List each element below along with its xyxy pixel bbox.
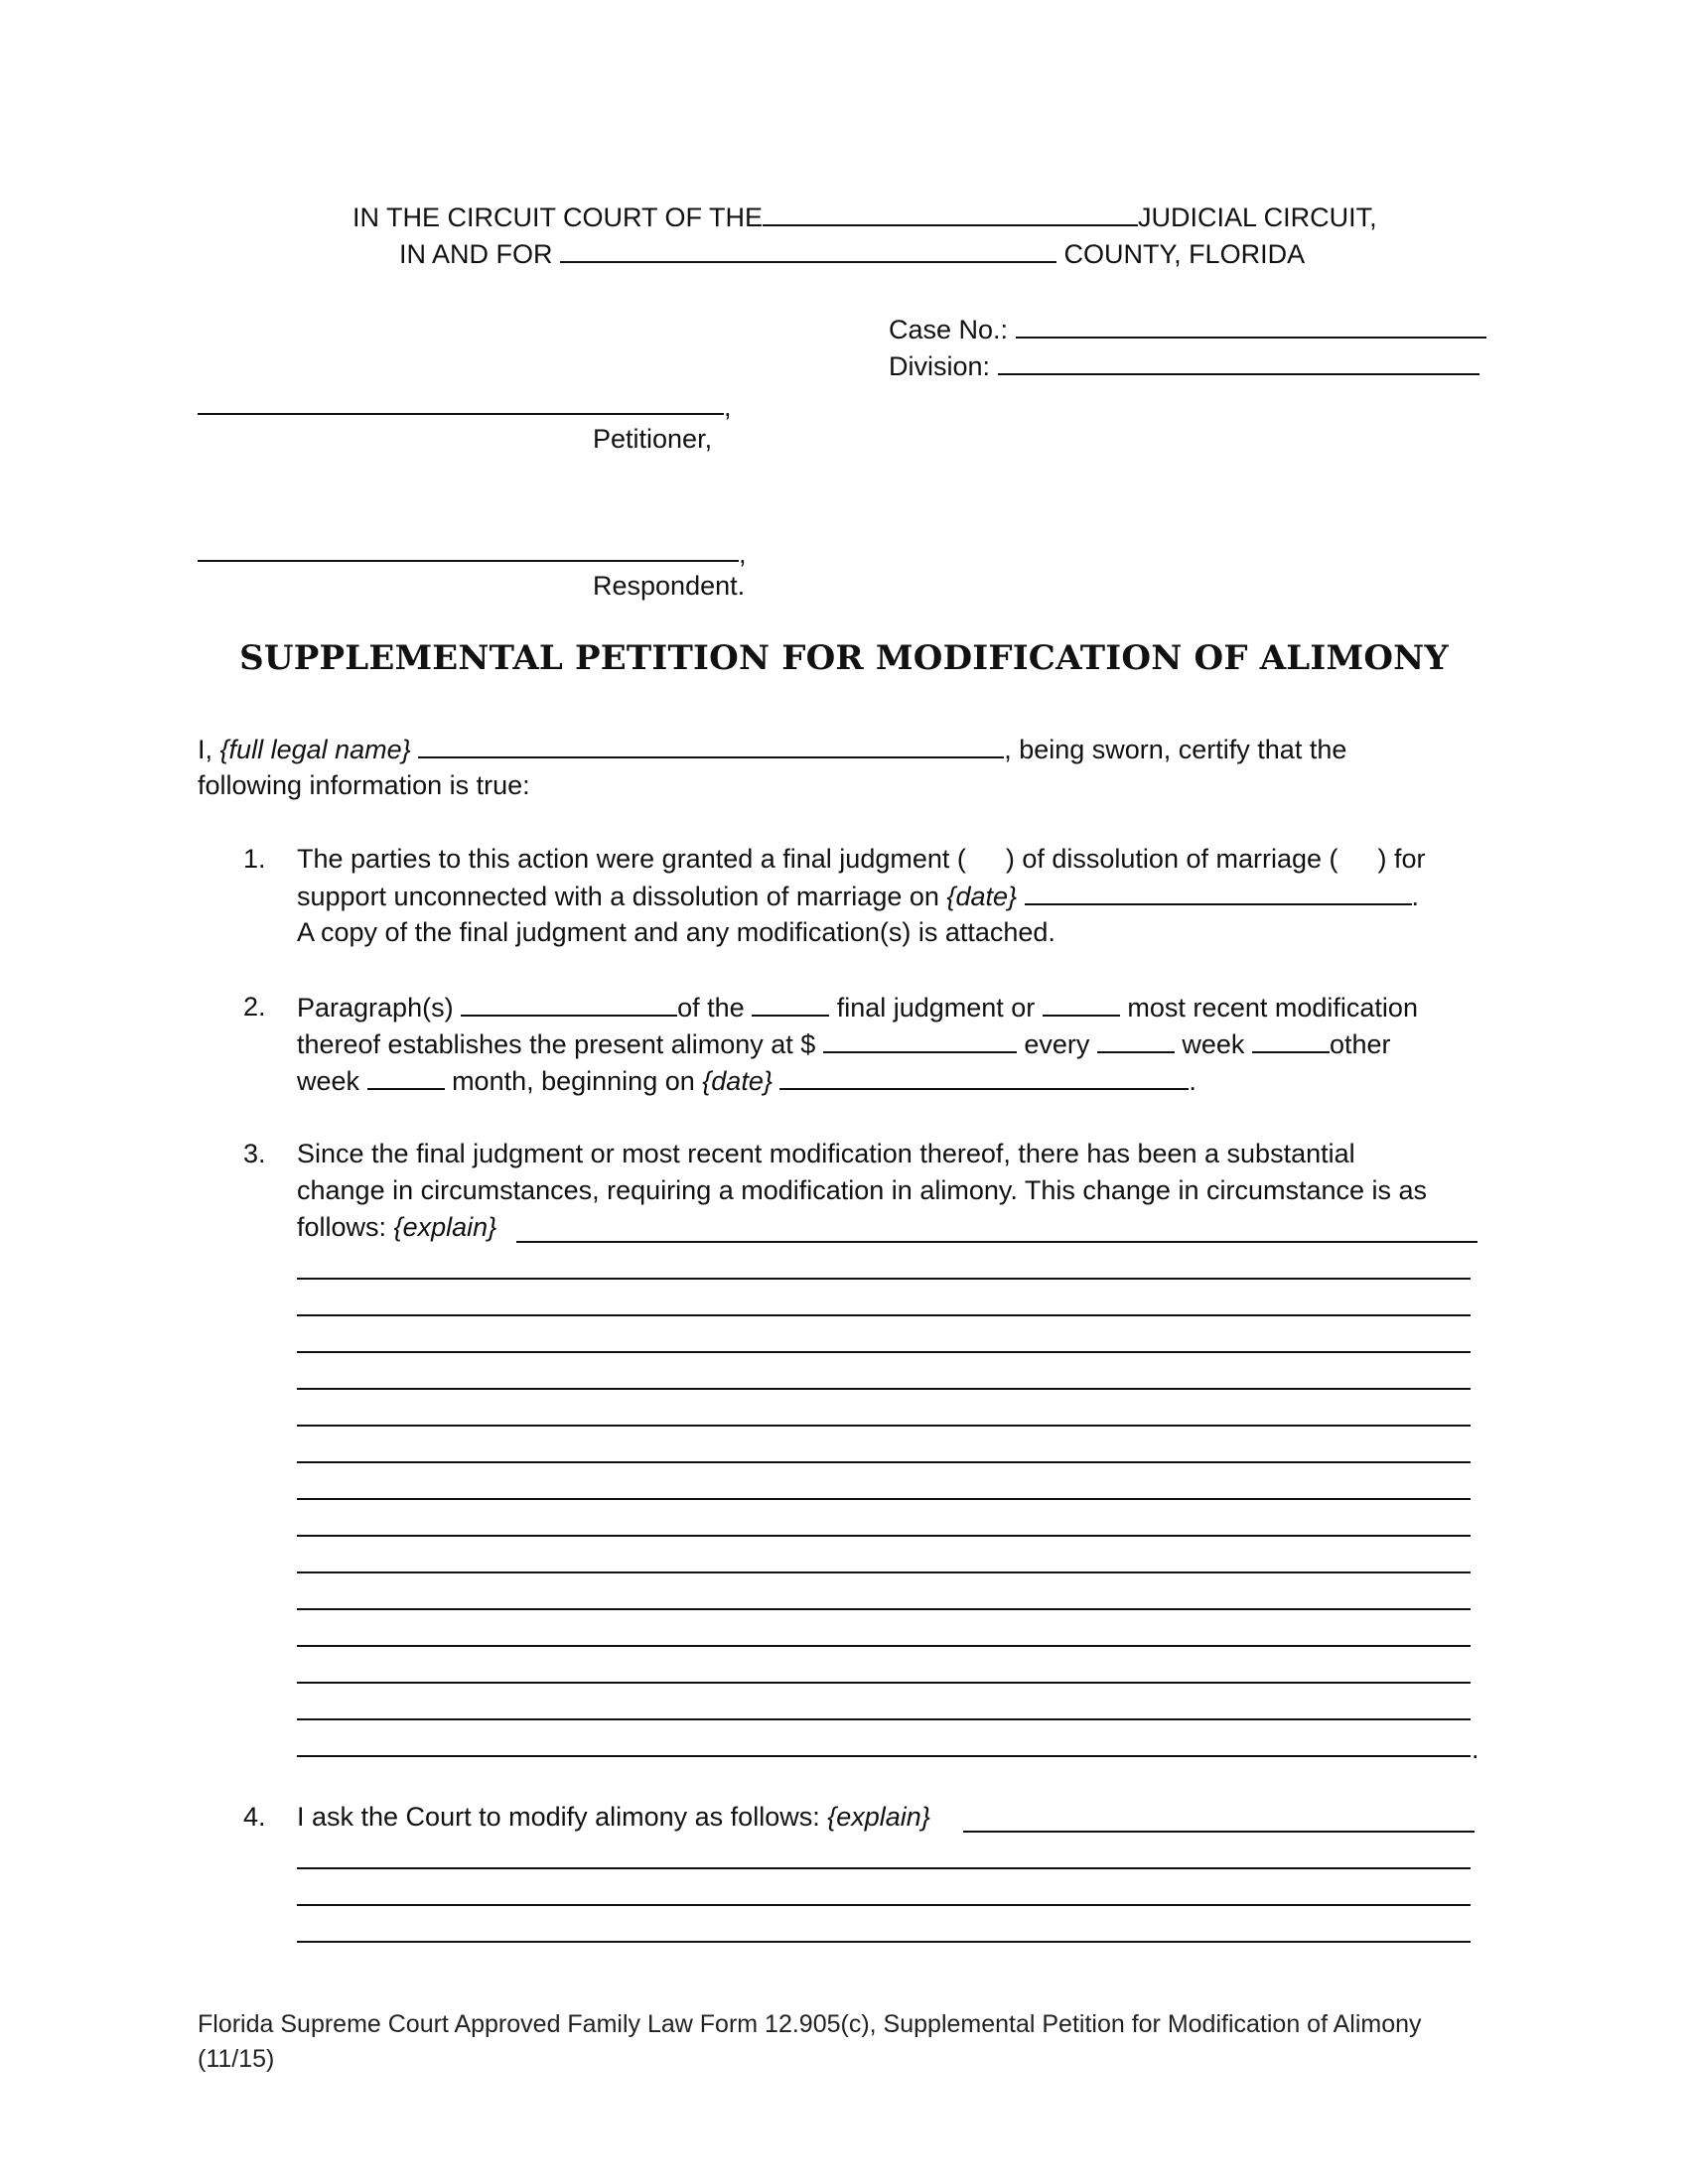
paragraphs-label: Paragraph(s)	[297, 993, 454, 1023]
change-explanation-line[interactable]	[516, 1241, 1477, 1243]
change-explanation-line[interactable]	[297, 1571, 1471, 1573]
change-explanation-line[interactable]	[297, 1388, 1471, 1390]
item-3-line-3	[297, 1209, 496, 1246]
change-explanation-line[interactable]	[297, 1755, 1471, 1757]
item-3-number: 3.	[243, 1139, 266, 1168]
circuit-field[interactable]	[763, 199, 1138, 226]
item-1-line-1	[297, 841, 1426, 878]
change-explanation-line[interactable]	[297, 1718, 1471, 1720]
most-recent-modification-text: most recent modification	[1127, 993, 1418, 1023]
item-4-text: I ask the Court to modify alimony as follows:	[297, 1802, 820, 1832]
final-judgment-dissolution-checkbox[interactable]	[966, 842, 1006, 868]
division-row	[889, 347, 1479, 385]
of-the-text: of the	[677, 993, 745, 1023]
intro-suffix: , being sworn, certify that the	[1004, 735, 1347, 764]
change-explanation-line[interactable]	[297, 1278, 1471, 1280]
item-1-period: .	[1411, 882, 1420, 911]
full-legal-name-field[interactable]	[418, 731, 1004, 758]
case-no-row	[889, 311, 1486, 348]
final-judgment-date-field[interactable]	[1025, 878, 1412, 905]
court-county-line	[399, 235, 1305, 273]
footer-form-date: (11/15)	[198, 2045, 275, 2073]
circuit-suffix: JUDICIAL CIRCUIT,	[1138, 203, 1377, 232]
item-1-text-d: support unconnected with a dissolution of marriage on	[297, 882, 939, 911]
county-suffix: COUNTY, FLORIDA	[1063, 239, 1306, 269]
modify-alimony-line[interactable]	[297, 1941, 1471, 1943]
change-explanation-line[interactable]	[297, 1461, 1471, 1463]
item-2-line-1	[297, 989, 1418, 1026]
week-text-2: week	[297, 1066, 360, 1096]
item-1-text-b: ) of dissolution of marriage (	[1005, 844, 1338, 874]
month-blank[interactable]	[367, 1062, 445, 1090]
item-4-number: 4.	[243, 1802, 266, 1832]
week-text: week	[1182, 1029, 1245, 1059]
item-2-line-3	[297, 1062, 1196, 1100]
division-label: Division:	[889, 351, 991, 381]
change-explanation-line[interactable]	[297, 1535, 1471, 1537]
change-explanation-line[interactable]	[297, 1645, 1471, 1647]
petitioner-name-field[interactable]	[198, 413, 724, 415]
alimony-amount-field[interactable]	[823, 1025, 1017, 1053]
paragraphs-field[interactable]	[461, 989, 677, 1017]
change-explanation-line[interactable]	[297, 1425, 1471, 1427]
item-1-date-hint: {date}	[946, 882, 1018, 911]
petitioner-label: Petitioner,	[593, 424, 713, 454]
final-judgment-or-text: final judgment or	[836, 993, 1036, 1023]
final-judgment-support-checkbox[interactable]	[1338, 842, 1378, 868]
change-explanation-line[interactable]	[297, 1608, 1471, 1610]
petitioner-comma: ,	[724, 392, 732, 422]
respondent-comma: ,	[739, 539, 747, 569]
item-4-explain-hint: {explain}	[827, 1802, 930, 1832]
modify-alimony-line[interactable]	[297, 1867, 1471, 1869]
other-week-blank[interactable]	[1252, 1025, 1330, 1053]
modify-alimony-line[interactable]	[963, 1831, 1475, 1833]
item-1-number: 1.	[243, 844, 266, 874]
item-3-period: .	[1472, 1734, 1479, 1764]
page-title: SUPPLEMENTAL PETITION FOR MODIFICATION OF ALIMONY	[239, 638, 1449, 678]
present-alimony-text: thereof establishes the present alimony at $	[297, 1029, 816, 1059]
case-no-label: Case No.:	[889, 315, 1009, 344]
other-text: other	[1329, 1029, 1391, 1059]
final-judgment-blank[interactable]	[752, 989, 829, 1017]
intro-line-1	[198, 731, 1346, 768]
county-prefix: IN AND FOR	[399, 239, 553, 269]
division-field[interactable]	[998, 347, 1479, 375]
respondent-label: Respondent.	[593, 571, 746, 601]
circuit-prefix: IN THE CIRCUIT COURT OF THE	[352, 203, 764, 232]
modify-alimony-line[interactable]	[297, 1904, 1471, 1906]
intro-prefix: I,	[198, 735, 213, 764]
change-explanation-line[interactable]	[297, 1314, 1471, 1316]
change-explanation-line[interactable]	[297, 1498, 1471, 1500]
court-circuit-line	[352, 199, 1377, 236]
change-explanation-line[interactable]	[297, 1351, 1471, 1353]
follows-text: follows:	[297, 1212, 387, 1242]
change-explanation-line[interactable]	[297, 1682, 1471, 1684]
respondent-name-field[interactable]	[198, 560, 739, 562]
item-2-line-2	[297, 1025, 1391, 1063]
item-2-period: .	[1189, 1066, 1196, 1096]
item-2-date-hint: {date}	[702, 1066, 773, 1096]
item-1-text-a: The parties to this action were granted a final judgment (	[297, 844, 966, 874]
county-field[interactable]	[560, 235, 1056, 263]
item-1-line-3: A copy of the final judgment and any modification(s) is attached.	[297, 917, 1055, 947]
item-1-line-2	[297, 878, 1419, 915]
item-1-text-c: ) for	[1377, 844, 1426, 874]
item-4-line-1	[297, 1799, 930, 1836]
footer	[198, 2007, 1422, 2077]
intro-line-2: following information is true:	[198, 770, 530, 800]
every-text: every	[1024, 1029, 1090, 1059]
most-recent-modification-blank[interactable]	[1043, 989, 1120, 1017]
item-2-number: 2.	[243, 992, 266, 1022]
beginning-date-field[interactable]	[779, 1062, 1189, 1090]
full-legal-name-hint: {full legal name}	[219, 735, 411, 764]
month-beginning-text: month, beginning on	[452, 1066, 695, 1096]
item-3-line-1: Since the final judgment or most recent modification thereof, there has been a substantial	[297, 1139, 1355, 1168]
item-3-explain-hint: {explain}	[393, 1212, 497, 1242]
every-week-blank[interactable]	[1097, 1025, 1175, 1053]
item-3-line-2: change in circumstances, requiring a modification in alimony. This change in circumstance is as	[297, 1175, 1428, 1205]
footer-form-title: Florida Supreme Court Approved Family Law Form 12.905(c), Supplemental Petition for Modification of Alimony	[198, 2010, 1422, 2038]
case-no-field[interactable]	[1016, 311, 1486, 339]
